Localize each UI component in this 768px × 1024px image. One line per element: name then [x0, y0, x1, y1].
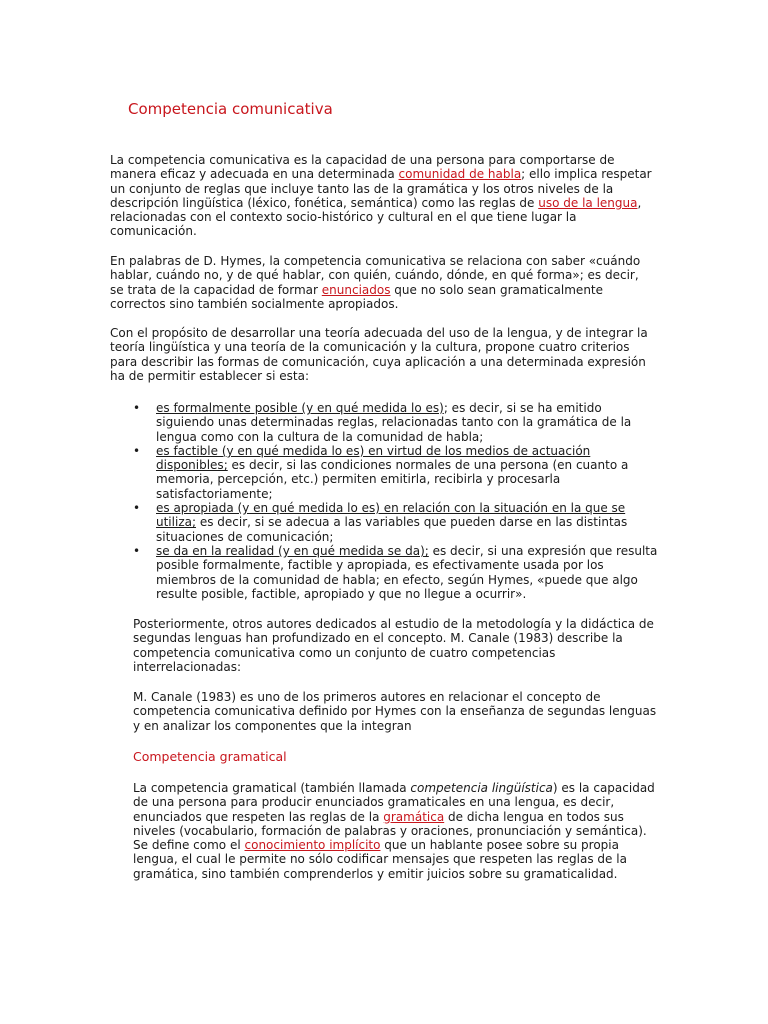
- criterion-title: es formalmente posible (y en qué medida lo es): [156, 401, 444, 415]
- criterion-title: se da en la realidad (y en qué medida se da);: [156, 543, 429, 558]
- list-item: [133, 544, 658, 601]
- paragraph-canale: M. Canale (1983) es uno de los primeros autores en relacionar el concepto de competencia comunicativa definido por Hymes con la enseñanza de segundas lenguas y en analizar los componentes que la integran: [133, 690, 657, 733]
- page-title: Competencia comunicativa: [128, 100, 333, 118]
- criteria-list: [133, 401, 658, 601]
- link-uso-de-la-lengua[interactable]: uso de la lengua: [538, 195, 638, 210]
- list-item: [133, 501, 658, 544]
- text: que no solo sean gramaticalmente correctos sino también socialmente apropiados.: [110, 282, 604, 311]
- list-item: [133, 444, 658, 501]
- text: La competencia gramatical (también llamada: [133, 781, 411, 795]
- criterion-text: es decir, si una expresión que resulta posible formalmente, factible y apropiada, es efectivamente usada por los miembros de la comunidad de habla; en efecto, según Hymes, «puede que algo resulte posible, factible, apropiado y que no llegue a ocurrir».: [156, 543, 658, 601]
- text: que un hablante posee sobre su propia lengua, el cual le permite no sólo codificar mensajes que respeten las reglas de la gramática, sino también comprenderlos y emitir juicios sobre su gramaticalidad.: [133, 838, 627, 881]
- text: La competencia comunicativa es la capacidad de una persona para comportarse de manera eficaz y adecuada en una determinada: [110, 153, 615, 182]
- criterion-title: es factible (y en qué medida lo es) en virtud de los medios de actuación disponibles;: [156, 443, 591, 473]
- criterion-text: es decir, si se adecua a las variables que pueden darse en las distintas situaciones de comunicación;: [156, 515, 628, 544]
- text: ) es la capacidad de una persona para producir enunciados gramaticales en una lengua, es decir, enunciados que respeten las reglas de la: [133, 781, 655, 824]
- paragraph-hymes: [110, 254, 655, 311]
- text: de dicha lengua en todos sus niveles (vocabulario, formación de palabras y oraciones, pronunciación y semántica). Se define como el: [133, 809, 647, 853]
- paragraph-competencia-gramatical: [133, 781, 658, 881]
- paragraph-canale-intro: Posteriormente, otros autores dedicados al estudio de la metodología y la didáctica de segundas lenguas han profundizado en el concepto. M. Canale (1983) describe la competencia comunicativa como un conjunto de cuatro competencias interrelacionadas:: [133, 617, 654, 674]
- criterion-title: es apropiada (y en qué medida lo es) en relación con la situación en la que se utiliza;: [156, 501, 626, 530]
- paragraph-criteria-intro: Con el propósito de desarrollar una teoría adecuada del uso de la lengua, y de integrar la teoría lingüística y una teoría de la comunicación y la cultura, propone cuatro criterios para describir las formas de comunicación, cuya aplicación a una determinada expresión ha de permitir establecer si esta:: [110, 326, 648, 383]
- link-enunciados[interactable]: enunciados: [321, 282, 391, 297]
- criterion-text: es decir, si las condiciones normales de una persona (en cuanto a memoria, percepción, etc.) permiten emitirla, recibirla y procesarla satisfactoriamente;: [156, 458, 629, 501]
- link-comunidad-de-habla[interactable]: comunidad de habla: [398, 167, 522, 182]
- link-conocimiento-implicito[interactable]: conocimiento implícito: [244, 838, 381, 853]
- criterion-text: ; es decir, si se ha emitido siguiendo unas determinadas reglas, relacionadas tanto con la gramática de la lengua como con la cultura de la comunidad de habla;: [156, 401, 632, 444]
- list-item: [133, 401, 658, 444]
- section-heading: Competencia gramatical: [133, 749, 287, 764]
- text: En palabras de D. Hymes, la competencia comunicativa se relaciona con saber «cuándo hablar, cuándo no, y de qué hablar, con quién, cuándo, dónde, en qué forma»; es decir, se trata de la capacidad de formar: [110, 254, 641, 297]
- link-gramatica[interactable]: gramática: [383, 809, 445, 824]
- paragraph-definition: [110, 153, 655, 239]
- emphasis: competencia lingüística: [410, 781, 553, 795]
- text: , relacionadas con el contexto socio-histórico y cultural en el que tiene lugar la comunicación.: [110, 195, 642, 239]
- text: ; ello implica respetar un conjunto de reglas que incluye tanto las de la gramática y los otros niveles de la descripción lingüística (léxico, fonética, semántica) como las reglas de: [110, 167, 652, 210]
